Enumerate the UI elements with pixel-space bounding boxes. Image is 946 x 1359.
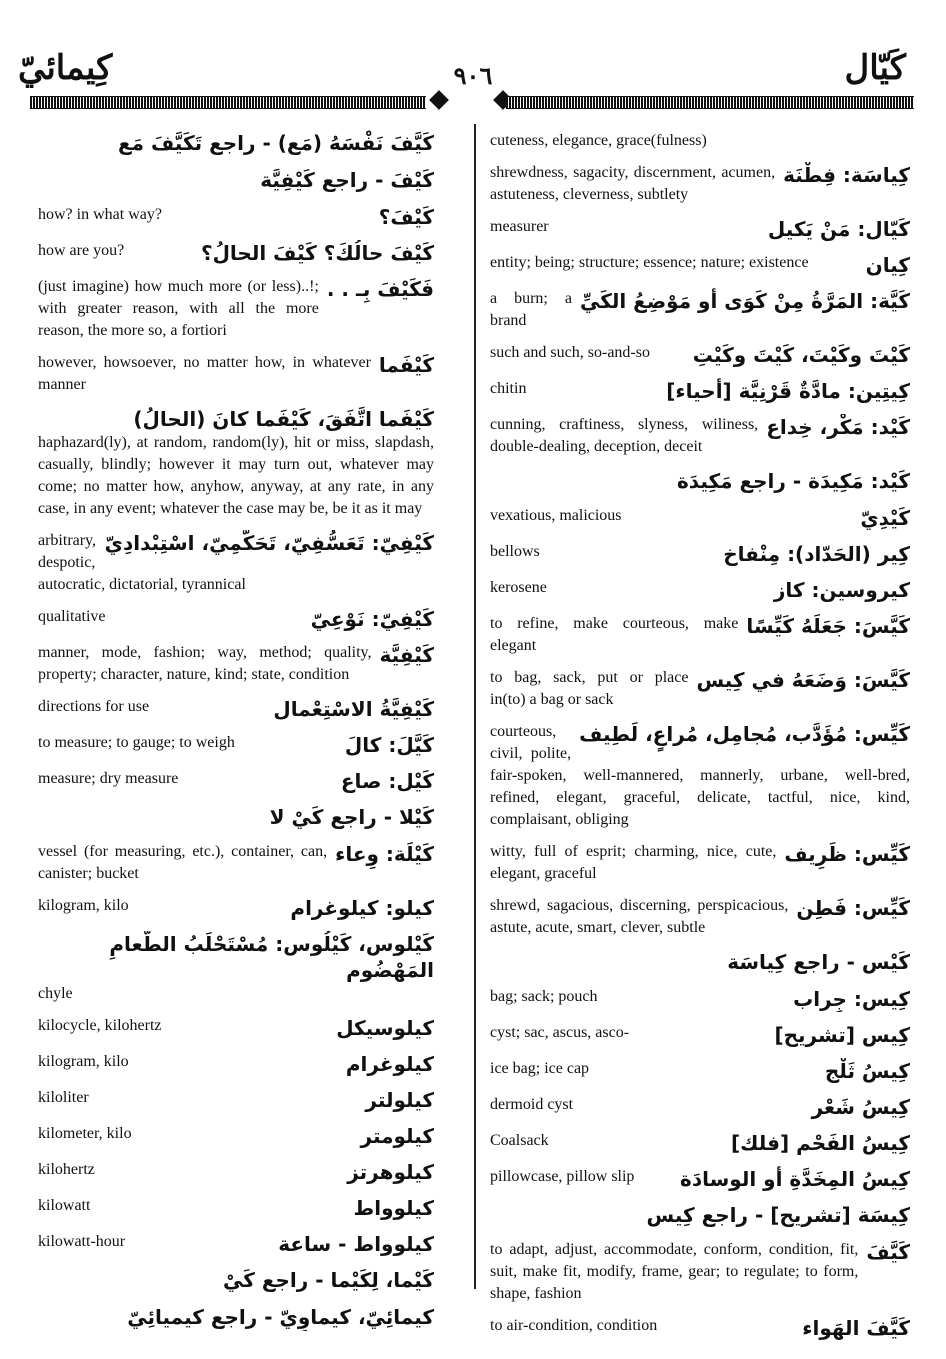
definition: how are you? xyxy=(38,242,125,259)
dictionary-entry xyxy=(490,130,910,152)
dictionary-entry xyxy=(490,841,910,885)
headword: كيلوغرام xyxy=(345,1052,434,1076)
headword: كِير (الحَدّاد): مِنْفاخ xyxy=(723,542,910,566)
definition: vessel (for measuring, etc.), container, can, canister; bucket xyxy=(38,843,328,882)
dictionary-entry xyxy=(490,468,910,495)
dictionary-entry xyxy=(490,1239,910,1305)
definition: Coalsack xyxy=(490,1132,549,1149)
dictionary-entry xyxy=(490,613,910,657)
headword: كيلوواط xyxy=(353,1196,434,1220)
definition: witty, full of esprit; charming, nice, cute, elegant, graceful xyxy=(490,843,777,882)
headword: كَيْفِيّ: تَعَسُّفِيّ، تَحَكُّمِيّ، اسْتِبْدادِيّ xyxy=(104,531,434,555)
headword: كَيْما، لِكَيْما - راجع كَيْ xyxy=(223,1268,434,1292)
left-column xyxy=(38,130,434,1341)
page-number: ٩٠٦ xyxy=(453,64,493,90)
diamond-ornament-left xyxy=(429,90,449,110)
dictionary-entry xyxy=(38,1123,434,1149)
headword: كيلو: كيلوغرام xyxy=(290,896,434,920)
headword: كَيْفِيّ: نَوْعِيّ xyxy=(310,607,434,631)
definition: kilocycle, kilohertz xyxy=(38,1017,162,1034)
definition: pillowcase, pillow slip xyxy=(490,1168,635,1185)
definition: bellows xyxy=(490,543,540,560)
definition: kilowatt xyxy=(38,1197,91,1214)
headword: كَيَّلَ: كالَ xyxy=(344,733,434,757)
definition: ice bag; ice cap xyxy=(490,1060,590,1077)
headword: كِيس [تشريح] xyxy=(774,1023,910,1047)
dictionary-entry xyxy=(38,530,434,596)
definition: to refine, make courteous, make elegant xyxy=(490,615,739,654)
headword: كَيَّفَ نَفْسَهُ (مَع) - راجع تَكَيَّفَ مَع xyxy=(117,131,434,155)
dictionary-entry xyxy=(38,732,434,758)
headword: كِيس: جِراب xyxy=(793,987,910,1011)
definition: kilogram, kilo xyxy=(38,1053,129,1070)
dictionary-entry xyxy=(38,606,434,632)
dictionary-entry xyxy=(490,1315,910,1341)
headword: كَيِّس: ظَرِيف xyxy=(784,842,910,866)
dictionary-entry xyxy=(490,378,910,404)
headword: كَيْدِيّ xyxy=(860,506,910,530)
definition: to adapt, adjust, accommodate, conform, condition, fit, suit, make fit, modify, frame, gear; to regulate; to form, shape, fashion xyxy=(490,1241,859,1302)
headword: كِيسُ المِخَدَّةِ أو الوِسادَة xyxy=(680,1167,910,1191)
definition: a burn; a brand xyxy=(490,290,572,329)
definition: measure; dry measure xyxy=(38,770,179,787)
headword: كَيْتَ وكَيْتَ، كَيْتَ وكَيْتِ xyxy=(692,343,910,367)
headword: كَيْفَما اتَّفَقَ، كَيْفَما كانَ (الحالُ) xyxy=(133,407,434,431)
definition: directions for use xyxy=(38,698,150,715)
dictionary-entry xyxy=(490,162,910,206)
definition: to air-condition, condition xyxy=(490,1317,658,1334)
headword: كَيْد: مَكِيدَة - راجع مَكِيدَة xyxy=(676,469,910,493)
dictionary-entry xyxy=(490,216,910,242)
dictionary-entry xyxy=(38,1195,434,1221)
headword: كَيْد: مَكْر، خِداع xyxy=(766,415,910,439)
definition: shrewd, sagacious, discerning, perspicacious, astute, acute, smart, clever, subtle xyxy=(490,897,789,936)
dictionary-entry xyxy=(490,949,910,976)
definition: kilometer, kilo xyxy=(38,1125,132,1142)
headword: كَيْس - راجع كِياسَة xyxy=(727,950,910,974)
headword: كَيَّسَ: وَضَعَهُ في كِيس xyxy=(696,668,910,692)
dictionary-entry xyxy=(38,768,434,794)
dictionary-entry xyxy=(38,1267,434,1294)
dictionary-entry xyxy=(490,1094,910,1120)
headword: كيمائِيّ، كيماوِيّ - راجع كيميائِيّ xyxy=(127,1305,434,1329)
definition: chitin xyxy=(490,380,527,397)
headword: كِيسُ شَعْر xyxy=(811,1095,910,1119)
definition: bag; sack; pouch xyxy=(490,988,598,1005)
headword: كَيْلَة: وِعاء xyxy=(335,842,434,866)
dictionary-entry xyxy=(490,986,910,1012)
dictionary-entry xyxy=(490,577,910,603)
header-rule-right xyxy=(506,96,914,109)
definition: haphazard(ly), at random, random(ly), hit or miss, slapdash, casually, blindly; however it may turn out, whatever may come; no matter how, anyhow, anyway, at any rate, in any case, in any event; whatever the case may be, be it as it may xyxy=(38,434,434,517)
definition: entity; being; structure; essence; nature; existence xyxy=(490,254,809,271)
dictionary-entry xyxy=(490,505,910,531)
dictionary-entry xyxy=(490,414,910,458)
definition: courteous, civil, polite, fair-spoken, well-mannered, mannerly, urbane, well-bred, refined, elegant, graceful, delicate, tactful, nice, kind, complaisant, obliging xyxy=(490,723,910,828)
dictionary-entry xyxy=(38,1231,434,1257)
headword: كَيْلوس، كَيْلُوس: مُسْتَحْلَبُ الطَّعامِ المَهْضُوم xyxy=(109,932,434,982)
headword: فَكَيْفَ بِـ . . xyxy=(326,277,434,301)
headword: كَيِّس: مُؤَدَّب، مُجامِل، مُراعٍ، لَطِيف xyxy=(579,722,910,746)
definition: cuteness, elegance, grace(fulness) xyxy=(490,132,707,149)
dictionary-entry xyxy=(38,1015,434,1041)
dictionary-entry xyxy=(490,1202,910,1229)
headword: كِيسُ الفَحْم [فلك] xyxy=(730,1131,910,1155)
definition: kilohertz xyxy=(38,1161,95,1178)
definition: cyst; sac, ascus, asco- xyxy=(490,1024,630,1041)
definition: dermoid cyst xyxy=(490,1096,574,1113)
dictionary-entry xyxy=(38,276,434,342)
headword: كَيْفَ؟ xyxy=(378,205,434,229)
dictionary-entry xyxy=(38,931,434,1005)
dictionary-entry xyxy=(38,1159,434,1185)
dictionary-entry xyxy=(38,696,434,722)
headword: كَيِّس: فَطِن xyxy=(796,896,910,920)
headword: كِيسَة [تشريح] - راجع كِيس xyxy=(646,1203,910,1227)
dictionary-entry xyxy=(38,1087,434,1113)
right-column xyxy=(490,130,910,1351)
dictionary-entry xyxy=(490,1022,910,1048)
dictionary-entry xyxy=(38,352,434,396)
definition: cunning, craftiness, slyness, wiliness, double-dealing, deception, deceit xyxy=(490,416,759,455)
dictionary-entry xyxy=(490,1130,910,1156)
dictionary-entry xyxy=(490,721,910,831)
definition: measurer xyxy=(490,218,549,235)
headword: كيلوواط - ساعة xyxy=(278,1232,434,1256)
headword: كَيْفَ حالُكَ؟ كَيْفَ الحالُ؟ xyxy=(200,241,434,265)
headword: كيلولتر xyxy=(365,1088,434,1112)
headword: كَيَّفَ xyxy=(866,1240,910,1264)
headword: كَيَّة: المَرَّةُ مِنْ كَوَى أو مَوْضِعُ الكَيِّ xyxy=(579,289,910,313)
definition: to measure; to gauge; to weigh xyxy=(38,734,235,751)
definition: kiloliter xyxy=(38,1089,89,1106)
headword: كيلوهرتز xyxy=(347,1160,434,1184)
dictionary-entry xyxy=(38,895,434,921)
headword: كِيان xyxy=(865,253,910,277)
dictionary-entry xyxy=(490,895,910,939)
dictionary-entry xyxy=(38,1051,434,1077)
dictionary-entry xyxy=(490,541,910,567)
definition: manner, mode, fashion; way, method; quality, property; character, nature, kind; state, condition xyxy=(38,644,372,683)
dictionary-entry xyxy=(38,130,434,157)
headword: كَيّال: مَنْ يَكيل xyxy=(767,217,910,241)
column-divider xyxy=(474,124,476,1289)
definition: chyle xyxy=(38,985,73,1002)
definition: kilogram, kilo xyxy=(38,897,129,914)
definition: kerosene xyxy=(490,579,547,596)
definition: arbitrary, despotic, autocratic, dictatorial, tyrannical xyxy=(38,532,246,593)
dictionary-entry xyxy=(490,1058,910,1084)
definition: shrewdness, sagacity, discernment, acumen, astuteness, cleverness, subtlety xyxy=(490,164,776,203)
dictionary-entry xyxy=(490,342,910,368)
definition: however, howsoever, no matter how, in whatever manner xyxy=(38,354,371,393)
headword: كيلومتر xyxy=(360,1124,434,1148)
header-rule-left xyxy=(30,96,426,109)
headword: كِياسَة: فِطْنَة xyxy=(783,163,910,187)
definition: (just imagine) how much more (or less)..!; with greater reason, with all the more reason, the more so, a fortiori xyxy=(38,278,319,339)
dictionary-entry xyxy=(38,204,434,230)
dictionary-entry xyxy=(38,642,434,686)
headword: كَيَّسَ: جَعَلَهُ كَيِّسًا xyxy=(746,614,910,638)
dictionary-entry xyxy=(38,841,434,885)
dictionary-entry xyxy=(38,240,434,266)
dictionary-entry xyxy=(490,667,910,711)
dictionary-entry xyxy=(490,252,910,278)
dictionary-entry xyxy=(38,804,434,831)
running-header-right: كَيّال xyxy=(844,50,906,87)
definition: vexatious, malicious xyxy=(490,507,622,524)
dictionary-entry xyxy=(38,1304,434,1331)
dictionary-entry xyxy=(38,406,434,520)
dictionary-entry xyxy=(38,167,434,194)
headword: كَيَّفَ الهَواء xyxy=(802,1316,910,1340)
definition: to bag, sack, put or place in(to) a bag or sack xyxy=(490,669,689,708)
definition: kilowatt-hour xyxy=(38,1233,126,1250)
headword: كَيْفِيَّةُ الاسْتِعْمال xyxy=(273,697,434,721)
headword: كِيتِين: مادَّةٌ قَرْنِيَّة [أحياء] xyxy=(666,379,910,403)
headword: كَيْفِيَّة xyxy=(379,643,434,667)
headword: كَيْفَما xyxy=(378,353,434,377)
headword: كِيسُ ثَلْج xyxy=(824,1059,910,1083)
definition: qualitative xyxy=(38,608,106,625)
headword: كيلوسيكل xyxy=(336,1016,434,1040)
headword: كَيْل: صاع xyxy=(340,769,434,793)
running-header-left: كِيمائيّ xyxy=(18,50,113,87)
headword: كَيْلا - راجع كَيْ لا xyxy=(269,805,434,829)
definition: how? in what way? xyxy=(38,206,162,223)
dictionary-entry xyxy=(490,1166,910,1192)
headword: كيروسين: كاز xyxy=(773,578,910,602)
headword: كَيْفَ - راجع كَيْفِيَّة xyxy=(260,168,434,192)
dictionary-entry xyxy=(490,288,910,332)
definition: such and such, so-and-so xyxy=(490,344,650,361)
